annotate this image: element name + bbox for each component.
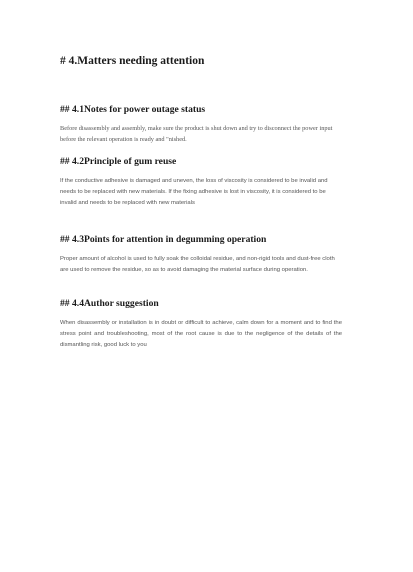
- section-heading-degumming: ## 4.3Points for attention in degumming operation: [60, 234, 267, 245]
- section-body-degumming: Proper amount of alcohol is used to fully soak the colloidal residue, and non-rigid tools and dust-free cloth are used to remove the residue, so as to avoid damaging the material surface during operation.: [60, 256, 335, 274]
- page-title: # 4.Matters needing attention: [60, 55, 205, 67]
- section-body-author-suggestion: When disassembly or installation is in doubt or difficult to achieve, calm down for a moment and to find the stress point and troubleshooting, most of the root cause is due to the negligence of the details of the dismantling risk, good luck to you: [60, 320, 342, 349]
- section-body-power-outage: Before disassembly and assembly, make sure the product is shut down and try to disconnect the power input before the relevant operation is ready and "nished.: [60, 125, 333, 143]
- section-body-gum-reuse: If the conductive adhesive is damaged and uneven, the loss of viscosity is considered to be invalid and needs to be replaced with new materials. If the fixing adhesive is lost in viscosity, it is considered to be invalid and needs to be replaced with new materials: [60, 178, 328, 207]
- section-heading-power-outage: ## 4.1Notes for power outage status: [60, 104, 206, 115]
- section-heading-gum-reuse: ## 4.2Principle of gum reuse: [60, 156, 177, 167]
- section-heading-author-suggestion: ## 4.4Author suggestion: [60, 298, 159, 309]
